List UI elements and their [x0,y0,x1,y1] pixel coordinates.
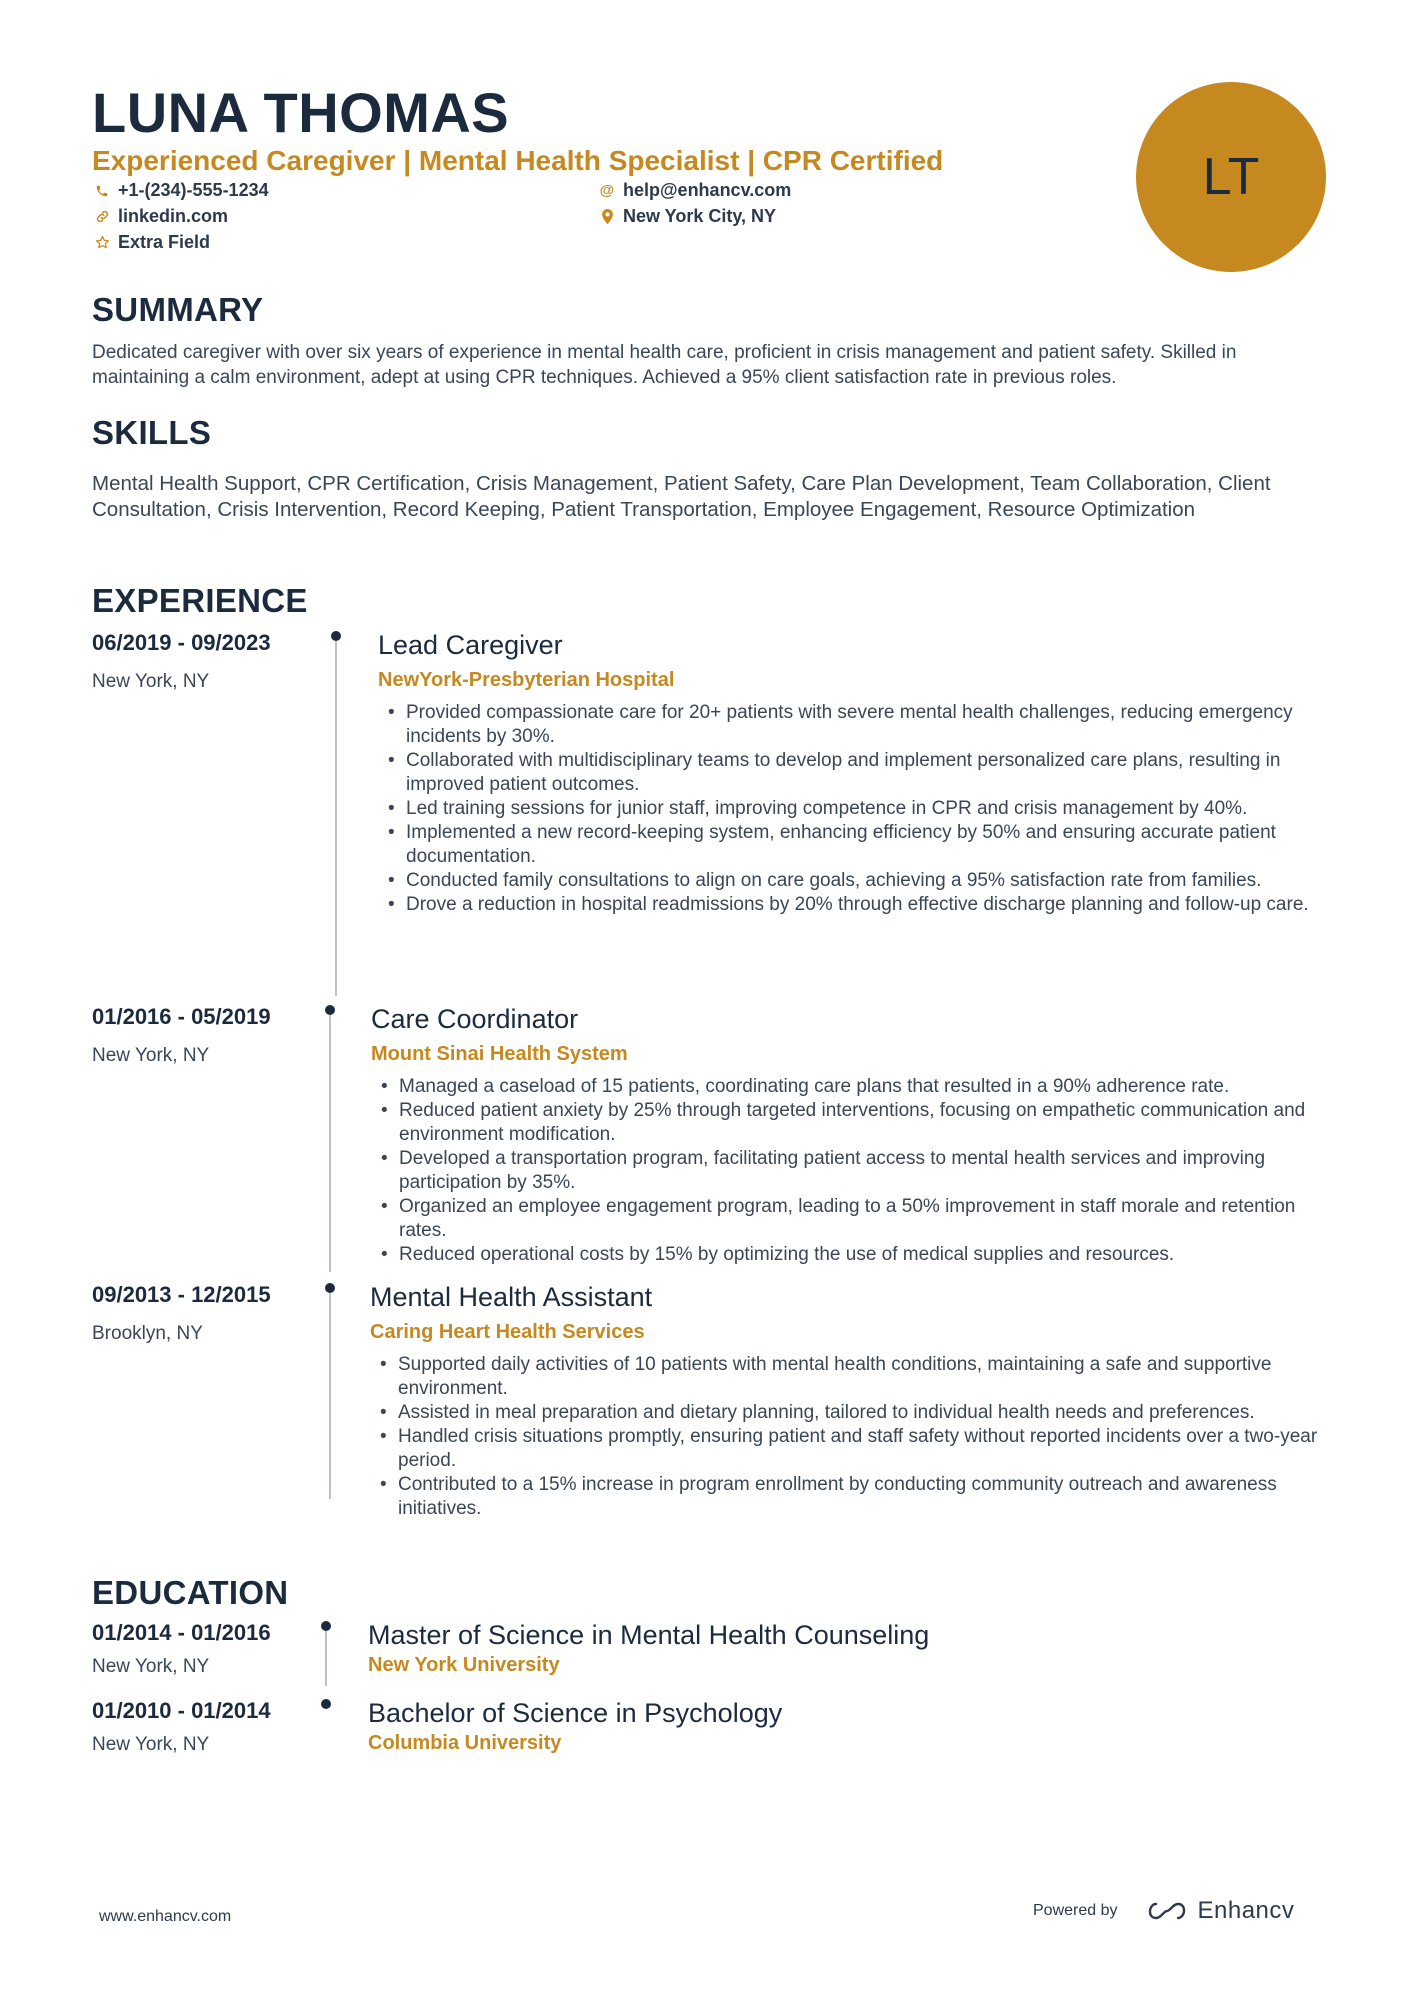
job-location: New York, NY [92,1045,210,1066]
contact-email[interactable] [597,180,791,201]
avatar [1136,82,1326,272]
education-location: New York, NY [92,1734,210,1755]
job-bullets [375,1075,1325,1267]
contact-phone[interactable] [92,180,269,201]
list-item: • Managed a caseload of 15 patients, coordinating care plans that resulted in a 90% adherence rate. [375,1075,1325,1099]
skills-text: Mental Health Support, CPR Certification, Crisis Management, Patient Safety, Care Plan Development, Team Collaboration, Client Consultation, Crisis Intervention, Record Keeping, Patient Transportation, Employee Engagement, Resource Optimization [92,472,1271,521]
job-role: Mental Health Assistant [370,1282,653,1312]
timeline-dot [321,1699,331,1709]
infinity-icon [1144,1899,1190,1923]
education-dates: 01/2010 - 01/2014 [92,1698,271,1723]
job-role: Lead Caregiver [378,630,563,660]
list-item: • Conducted family consultations to align on care goals, achieving a 95% satisfaction rate from families. [382,869,1322,893]
job-org: NewYork-Presbyterian Hospital [378,669,675,691]
contact-extra [92,232,210,253]
phone-icon [92,181,112,201]
avatar-initials: LT [1202,148,1260,206]
timeline-line [325,1631,327,1686]
footer-branding [1033,1897,1294,1925]
experience-title: EXPERIENCE [92,582,308,619]
timeline-dot [325,1283,335,1293]
list-item: • Supported daily activities of 10 patients with mental health conditions, maintaining a safe and supportive environment. [374,1353,1334,1401]
powered-by-label: Powered by [1033,1902,1118,1919]
list-item: • Drove a reduction in hospital readmissions by 20% through effective discharge planning and follow-up care. [382,893,1322,917]
job-bullets [374,1353,1334,1521]
contact-linkedin-text: linkedin.com [118,206,229,226]
education-degree: Master of Science in Mental Health Counseling [368,1620,930,1650]
brand-name: Enhancv [1197,1897,1295,1924]
link-icon [92,207,112,227]
contact-linkedin[interactable] [92,206,228,227]
job-bullets [382,701,1322,917]
enhancv-logo[interactable] [1144,1897,1295,1925]
footer-website[interactable]: www.enhancv.com [99,1908,232,1925]
list-item: • Organized an employee engagement program, leading to a 50% improvement in staff morale and retention rates. [375,1195,1325,1243]
contact-email-text: help@enhancv.com [623,180,792,200]
skills-title: SKILLS [92,414,212,451]
contact-extra-text: Extra Field [118,232,211,252]
contact-location-text: New York City, NY [623,206,777,226]
list-item: • Provided compassionate care for 20+ patients with severe mental health challenges, reducing emergency incidents by 30%. [382,701,1322,749]
list-item: • Led training sessions for junior staff, improving competence in CPR and crisis management by 40%. [382,797,1322,821]
summary-title: SUMMARY [92,291,264,328]
job-role: Care Coordinator [371,1004,579,1034]
timeline-line [335,641,337,996]
job-org: Caring Heart Health Services [370,1321,645,1343]
list-item: • Developed a transportation program, facilitating patient access to mental health services and improving participation by 35%. [375,1147,1325,1195]
education-school: New York University [368,1654,560,1676]
star-icon [92,233,112,253]
timeline-dot [331,631,341,641]
education-degree: Bachelor of Science in Psychology [368,1698,783,1728]
timeline-line [329,1015,331,1272]
list-item: • Reduced operational costs by 15% by optimizing the use of medical supplies and resources. [375,1243,1325,1267]
education-location: New York, NY [92,1656,210,1677]
list-item: • Contributed to a 15% increase in program enrollment by conducting community outreach and awareness initiatives. [374,1473,1334,1521]
education-school: Columbia University [368,1732,562,1754]
list-item: • Implemented a new record-keeping system, enhancing efficiency by 50% and ensuring accurate patient documentation. [382,821,1322,869]
timeline-dot [325,1005,335,1015]
education-title: EDUCATION [92,1574,289,1611]
list-item: • Assisted in meal preparation and dietary planning, tailored to individual health needs and preferences. [374,1401,1334,1425]
job-org: Mount Sinai Health System [371,1043,628,1065]
list-item: • Collaborated with multidisciplinary teams to develop and implement personalized care plans, resulting in improved patient outcomes. [382,749,1322,797]
at-icon: @ [599,182,615,199]
list-item: • Handled crisis situations promptly, ensuring patient and staff safety without reported incidents over a two-year period. [374,1425,1334,1473]
location-pin-icon [597,207,617,227]
job-location: New York, NY [92,671,210,692]
candidate-name: LUNA THOMAS [92,81,510,144]
timeline-dot [321,1621,331,1631]
job-dates: 09/2013 - 12/2015 [92,1282,271,1307]
contact-phone-text: +1-(234)-555-1234 [118,180,269,200]
job-location: Brooklyn, NY [92,1323,203,1344]
timeline-line [329,1293,331,1499]
list-item: • Reduced patient anxiety by 25% through targeted interventions, focusing on empathetic communication and environment modification. [375,1099,1325,1147]
contact-location [597,206,776,227]
job-dates: 01/2016 - 05/2019 [92,1004,271,1029]
job-dates: 06/2019 - 09/2023 [92,630,271,655]
candidate-tagline: Experienced Caregiver | Mental Health Specialist | CPR Certified [92,145,944,176]
summary-text: Dedicated caregiver with over six years of experience in mental health care, proficient in crisis management and patient safety. Skilled in maintaining a calm environment, adept at using CPR techniques. Achieved a 95% client satisfaction rate in previous roles. [92,342,1237,388]
education-dates: 01/2014 - 01/2016 [92,1620,271,1645]
